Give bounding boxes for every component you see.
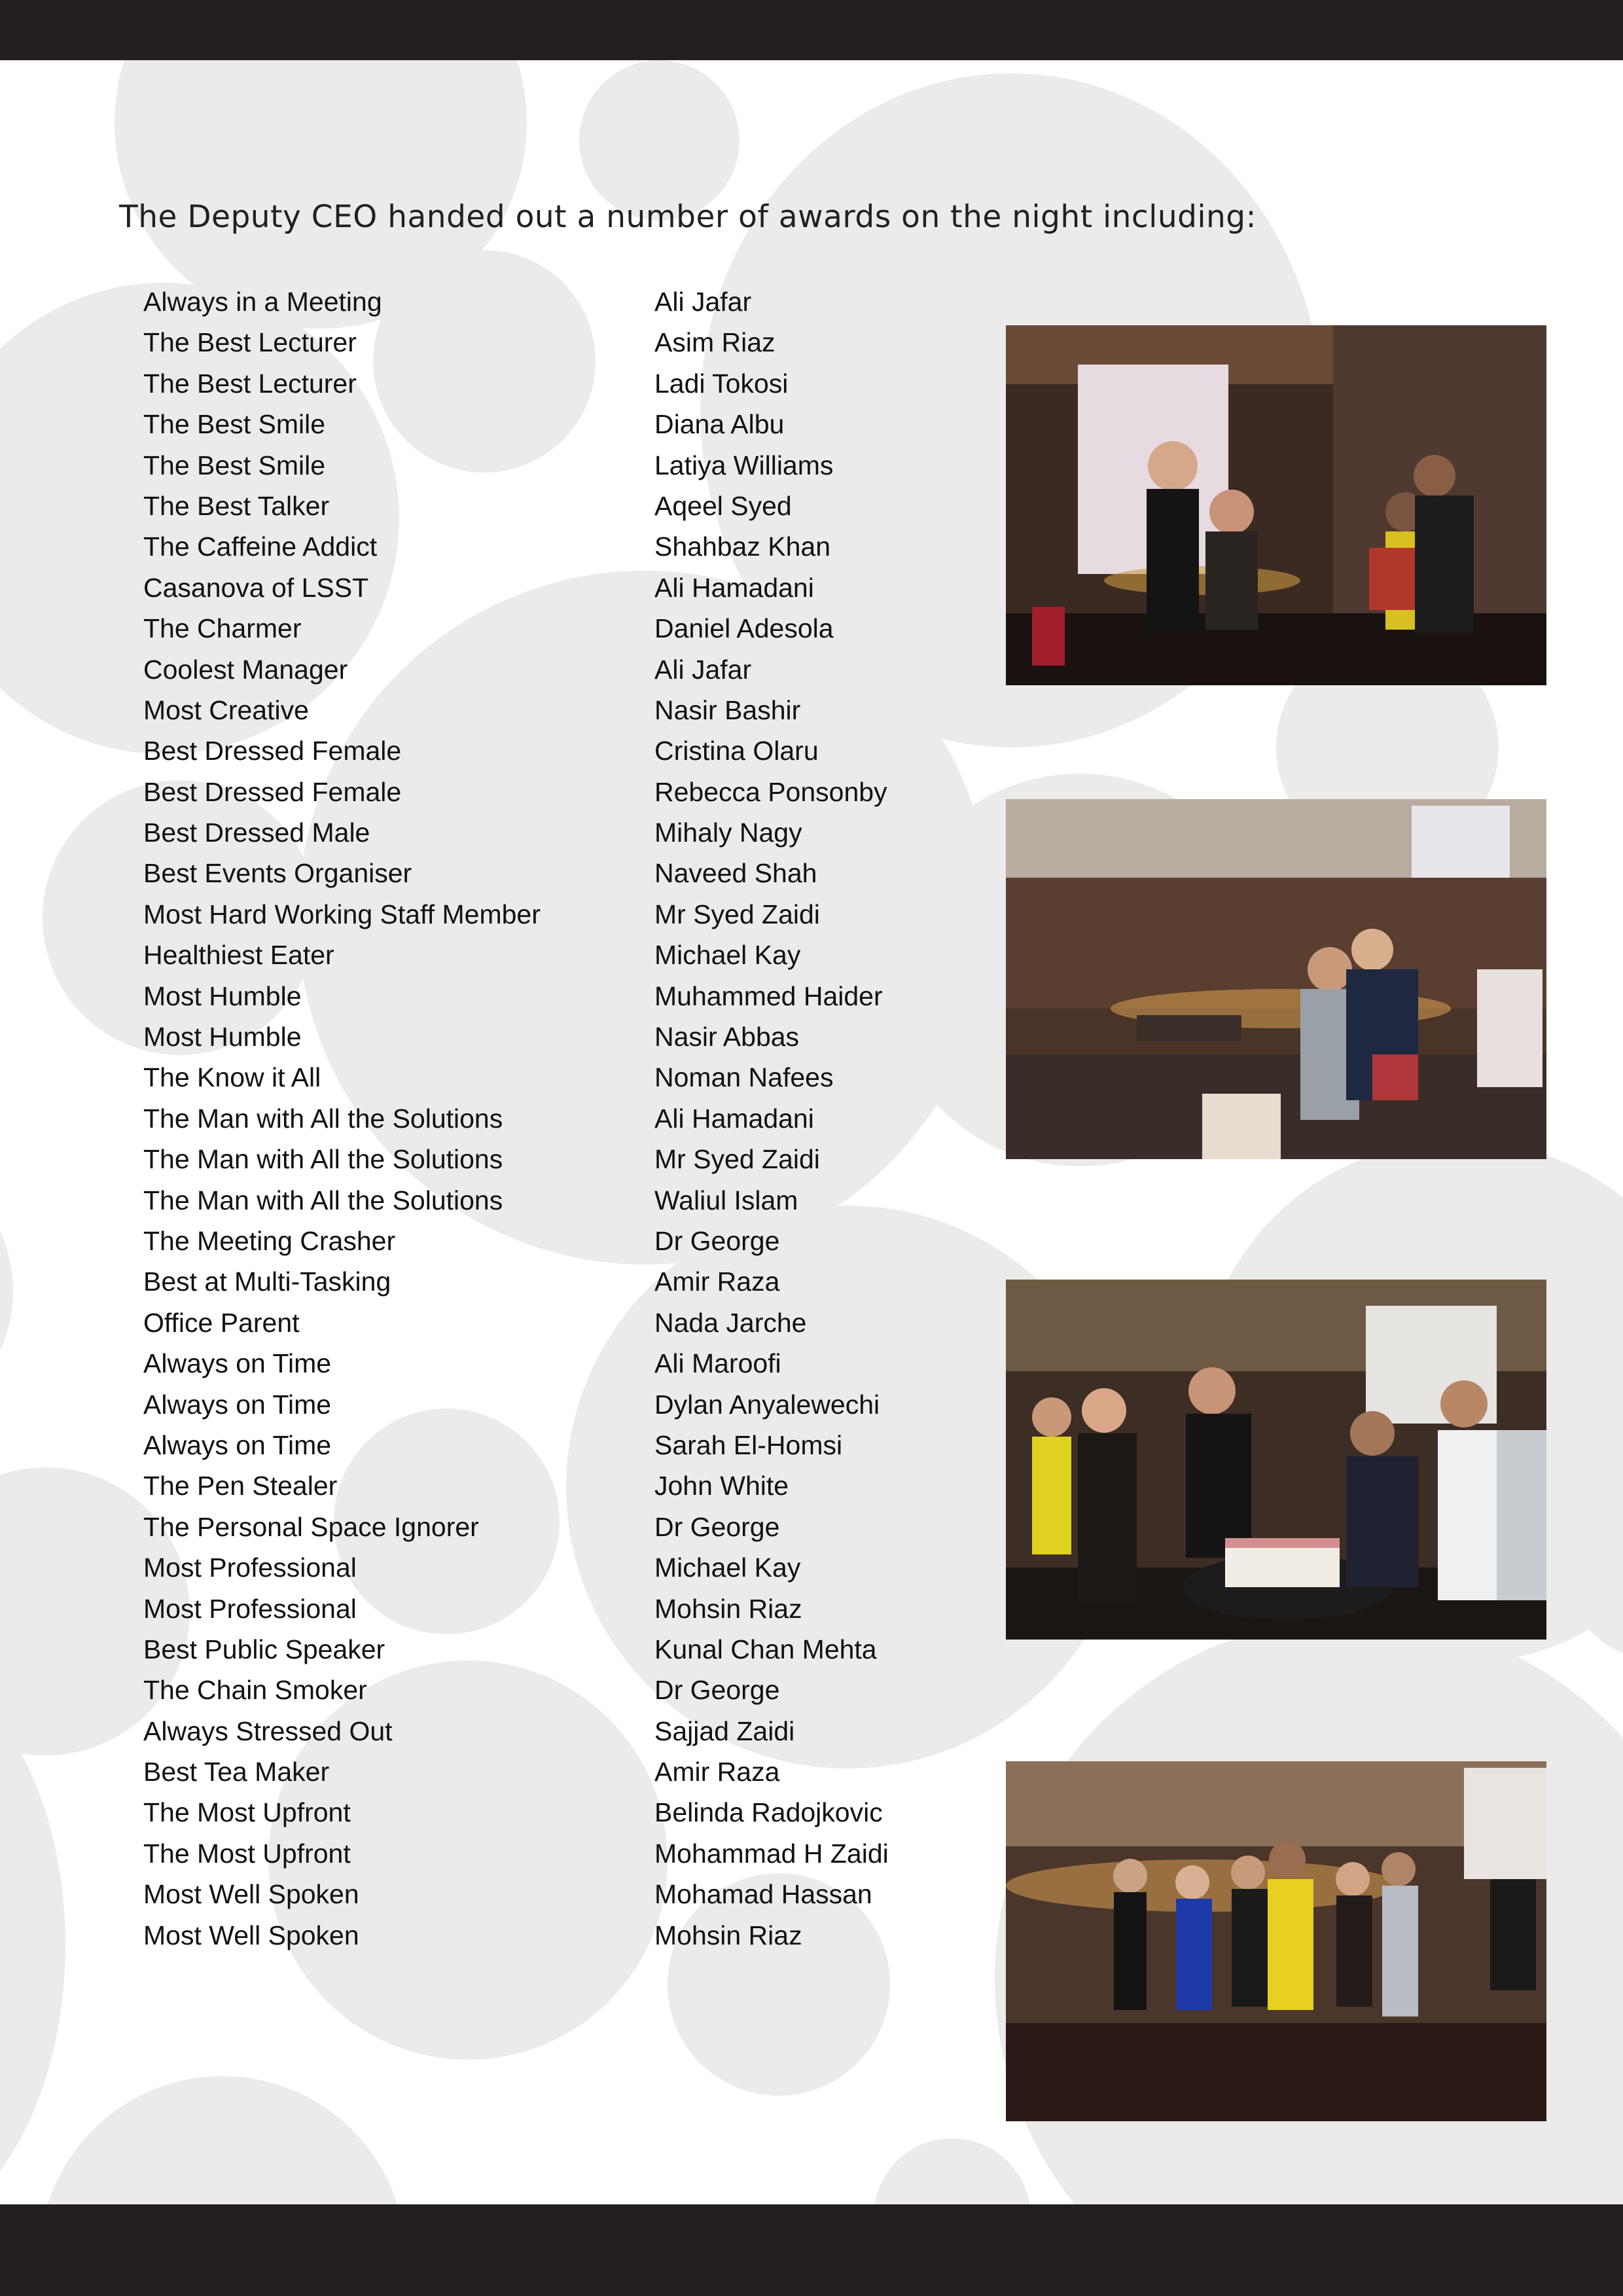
award-winner: Amir Raza — [654, 1757, 780, 1787]
award-winner: Dr George — [654, 1225, 780, 1256]
award-winner: John White — [654, 1471, 789, 1501]
award-winner: Dr George — [654, 1675, 780, 1706]
award-title: Most Professional — [143, 1552, 357, 1583]
award-title: Healthiest Eater — [143, 940, 334, 971]
award-winner: Ali Jafar — [654, 654, 752, 685]
award-title: The Meeting Crasher — [143, 1225, 396, 1256]
award-title: Office Parent — [143, 1307, 300, 1338]
award-winner: Michael Kay — [654, 940, 801, 971]
award-title: The Most Upfront — [143, 1797, 351, 1828]
award-winner: Noman Nafees — [654, 1062, 834, 1093]
award-title: Most Hard Working Staff Member — [143, 899, 541, 929]
award-winner: Nada Jarche — [654, 1307, 807, 1338]
award-title: The Man with All the Solutions — [143, 1144, 503, 1175]
page-heading: The Deputy CEO handed out a number of awards on the night including: — [119, 199, 1257, 235]
award-winner: Ali Jafar — [654, 287, 752, 317]
top-banner-bar — [0, 0, 1623, 60]
award-title: The Charmer — [143, 613, 302, 644]
award-title: The Most Upfront — [143, 1838, 351, 1869]
award-title: Best at Multi-Tasking — [143, 1266, 391, 1297]
award-winner: Cristina Olaru — [654, 736, 819, 766]
award-winner: Aqeel Syed — [654, 490, 792, 521]
award-title: Most Professional — [143, 1593, 357, 1624]
photo-group-celebration — [1006, 1761, 1546, 2121]
award-winner: Muhammed Haider — [654, 980, 883, 1011]
photo-cake-cutting — [1006, 1280, 1546, 1640]
award-title: The Personal Space Ignorer — [143, 1511, 479, 1542]
award-title: The Best Lecturer — [143, 368, 357, 399]
award-title: The Caffeine Addict — [143, 531, 378, 562]
award-title: The Best Talker — [143, 490, 330, 521]
award-winner: Mr Syed Zaidi — [654, 1144, 820, 1175]
award-title: Most Well Spoken — [143, 1920, 359, 1950]
award-title: Most Creative — [143, 694, 309, 725]
award-title: Casanova of LSST — [143, 572, 369, 603]
award-title: Most Well Spoken — [143, 1879, 359, 1910]
award-title: Always on Time — [143, 1429, 332, 1460]
award-title: Best Dressed Female — [143, 736, 402, 766]
award-winner: Nasir Bashir — [654, 694, 801, 725]
award-winner: Ali Hamadani — [654, 1103, 814, 1134]
award-title: The Best Smile — [143, 450, 325, 480]
award-title: Best Dressed Female — [143, 776, 402, 807]
award-title: Best Events Organiser — [143, 858, 412, 889]
award-winner: Ali Maroofi — [654, 1348, 781, 1379]
award-winner: Mohammad H Zaidi — [654, 1838, 889, 1869]
award-winner: Michael Kay — [654, 1552, 801, 1583]
award-title: Best Dressed Male — [143, 817, 370, 848]
award-title: The Know it All — [143, 1062, 321, 1093]
award-winner: Mihaly Nagy — [654, 817, 802, 848]
award-winner: Sajjad Zaidi — [654, 1715, 795, 1746]
award-winner: Dylan Anyalewechi — [654, 1389, 880, 1420]
award-winner: Rebecca Ponsonby — [654, 776, 887, 807]
photo-awards-stage — [1006, 325, 1546, 685]
award-winner: Daniel Adesola — [654, 613, 834, 644]
award-winner: Diana Albu — [654, 409, 785, 440]
award-title: The Best Smile — [143, 409, 325, 440]
award-title: Best Tea Maker — [143, 1757, 330, 1787]
award-title: The Man with All the Solutions — [143, 1185, 503, 1215]
award-winner: Asim Riaz — [654, 327, 776, 358]
award-winner: Shahbaz Khan — [654, 531, 831, 562]
award-winner: Latiya Williams — [654, 450, 834, 480]
award-title: Most Humble — [143, 980, 302, 1011]
award-title: The Man with All the Solutions — [143, 1103, 503, 1134]
award-title: Coolest Manager — [143, 654, 348, 685]
award-title: Best Public Speaker — [143, 1634, 385, 1664]
award-winner: Kunal Chan Mehta — [654, 1634, 877, 1664]
award-winner: Nasir Abbas — [654, 1022, 800, 1052]
award-winner: Mohsin Riaz — [654, 1920, 802, 1950]
photo-award-handover — [1006, 799, 1546, 1159]
award-title: Always on Time — [143, 1389, 332, 1420]
award-winner: Ali Hamadani — [654, 572, 814, 603]
award-title: Most Humble — [143, 1022, 302, 1052]
award-winners-column — [654, 281, 955, 1956]
award-title: The Best Lecturer — [143, 327, 357, 358]
award-winner: Amir Raza — [654, 1266, 780, 1297]
award-titles-column — [143, 281, 628, 1956]
award-winner: Mohsin Riaz — [654, 1593, 802, 1624]
award-title: Always in a Meeting — [143, 287, 382, 317]
award-winner: Naveed Shah — [654, 858, 817, 889]
award-title: The Chain Smoker — [143, 1675, 367, 1706]
bottom-banner-bar — [0, 2204, 1623, 2296]
award-winner: Belinda Radojkovic — [654, 1797, 883, 1828]
award-winner: Ladi Tokosi — [654, 368, 789, 399]
award-winner: Mr Syed Zaidi — [654, 899, 820, 929]
award-winner: Mohamad Hassan — [654, 1879, 872, 1910]
award-title: Always Stressed Out — [143, 1715, 393, 1746]
award-winner: Dr George — [654, 1511, 780, 1542]
award-title: The Pen Stealer — [143, 1471, 338, 1501]
award-winner: Sarah El-Homsi — [654, 1429, 843, 1460]
award-winner: Waliul Islam — [654, 1185, 798, 1215]
award-title: Always on Time — [143, 1348, 332, 1379]
